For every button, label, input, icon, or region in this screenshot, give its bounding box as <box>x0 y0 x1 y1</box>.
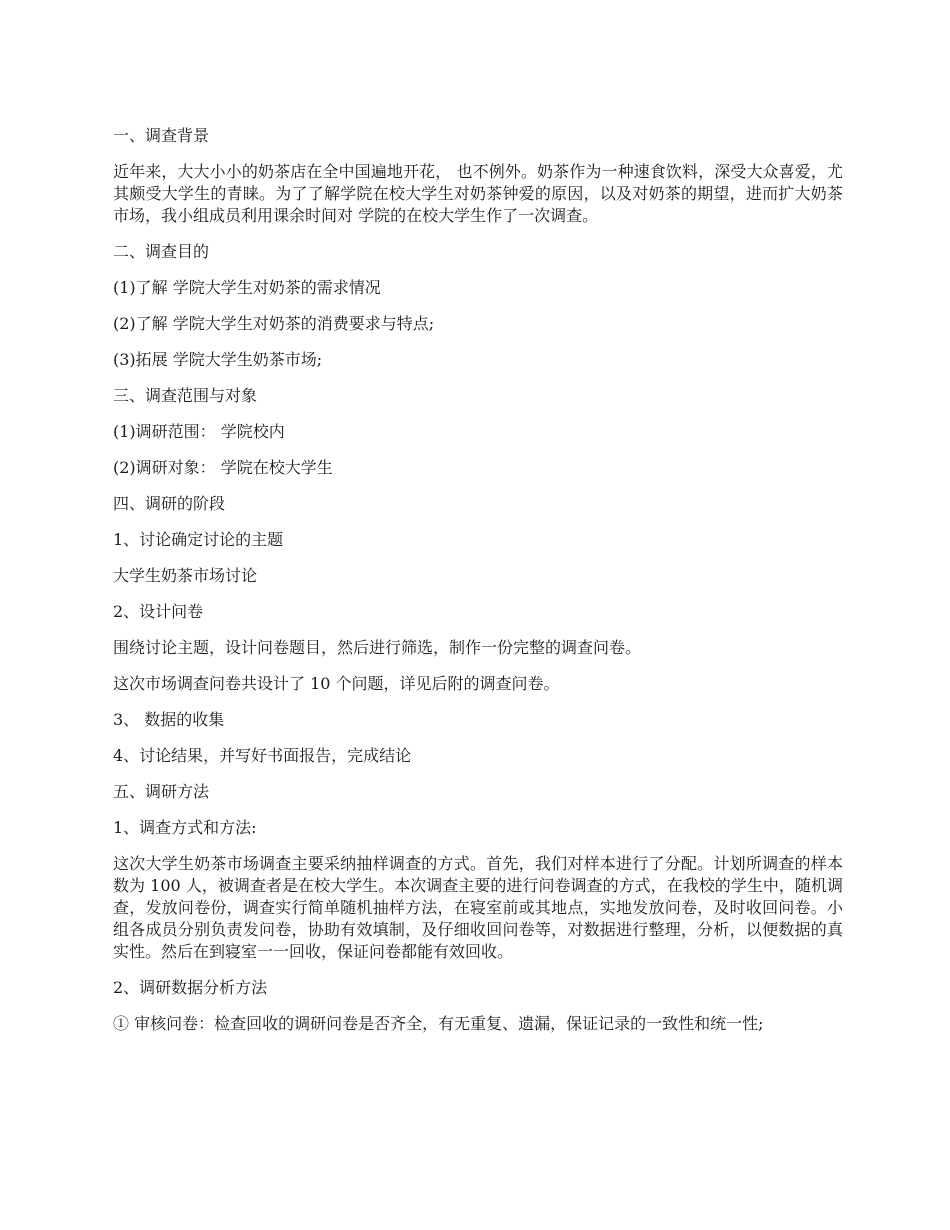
stage-2-title: 2、设计问卷 <box>113 602 204 621</box>
stage-2-text-a: 围绕讨论主题，设计问卷题目，然后进行筛选，制作一份完整的调查问卷。 <box>113 638 642 657</box>
stage-1-text: 大学生奶茶市场讨论 <box>113 566 258 585</box>
heading-scope-and-subjects: 三、调查范围与对象 <box>113 386 258 405</box>
stage-3-title: 3、 数据的收集 <box>113 710 225 729</box>
stage-4-title: 4、讨论结果，并写好书面报告，完成结论 <box>113 746 412 765</box>
heading-research-stages: 四、调研的阶段 <box>113 494 226 513</box>
heading-research-methods: 五、调研方法 <box>113 782 210 801</box>
stage-2-text-b: 这次市场调查问卷共设计了 10 个问题，详见后附的调查问卷。 <box>113 674 560 693</box>
method-1-title: 1、调查方式和方法: <box>113 818 257 837</box>
method-1-text: 这次大学生奶茶市场调查主要采纳抽样调查的方式。首先，我们对样本进行了分配。计划所调查的样本数为 100 人，被调查者是在校大学生。本次调查主要的进行问卷调查的方式，在我校的学生中，随机调查，发放问卷份，调查实行简单随机抽样方法，在寝室前或其地点，实地发放问卷，及时收回问卷。小组各成员分别负责发问卷，协助有效填制，及仔细收回问卷等，对数据进行整理，分析，以便数据的真实性。然后在到寝室一一回收，保证问卷都能有效回收。 <box>113 854 843 961</box>
heading-survey-purpose: 二、调查目的 <box>113 242 210 261</box>
purpose-item-1: (1)了解 学院大学生对奶茶的需求情况 <box>113 278 381 297</box>
scope-item-2: (2)调研对象： 学院在校大学生 <box>113 458 333 477</box>
method-2-title: 2、调研数据分析方法 <box>113 978 268 997</box>
stage-1-title: 1、讨论确定讨论的主题 <box>113 530 284 549</box>
scope-item-1: (1)调研范围： 学院校内 <box>113 422 285 441</box>
method-2-item-1: ① 审核问卷：检查回收的调研问卷是否齐全，有无重复、遗漏，保证记录的一致性和统一性; <box>113 1014 764 1033</box>
paragraph-background: 近年来，大大小小的奶茶店在全中国遍地开花， 也不例外。奶茶作为一种速食饮料，深受大众喜爱，尤其颇受大学生的青睐。为了了解学院在校大学生对奶茶钟爱的原因，以及对奶茶的期望，进而扩大奶茶市场，我小组成员利用课余时间对 学院的在校大学生作了一次调查。 <box>113 162 843 225</box>
purpose-item-3: (3)拓展 学院大学生奶茶市场; <box>113 350 323 369</box>
heading-survey-background: 一、调查背景 <box>113 126 210 145</box>
document-page <box>113 125 843 1049</box>
purpose-item-2: (2)了解 学院大学生对奶茶的消费要求与特点; <box>113 314 435 333</box>
